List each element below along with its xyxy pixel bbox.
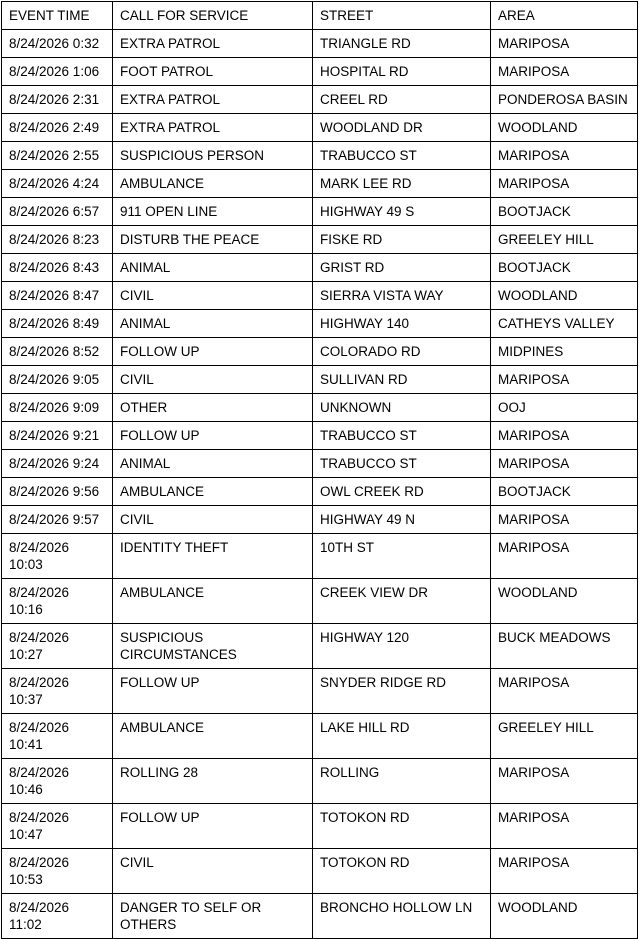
header-row — [2, 2, 638, 30]
area-cell: MARIPOSA — [491, 534, 638, 579]
call-for-service-cell: ANIMAL — [113, 254, 313, 282]
table-row — [2, 450, 638, 478]
area-cell: MARIPOSA — [491, 58, 638, 86]
event-time-cell: 8/24/2026 0:32 — [2, 30, 113, 58]
table-row — [2, 338, 638, 366]
call-for-service-cell: SUSPICIOUS PERSON — [113, 142, 313, 170]
event-time-cell: 8/24/2026 2:31 — [2, 86, 113, 114]
area-cell: BOOTJACK — [491, 198, 638, 226]
area-cell: MARIPOSA — [491, 366, 638, 394]
call-for-service-cell: SUSPICIOUS CIRCUMSTANCES — [113, 624, 313, 669]
street-cell: TRABUCCO ST — [313, 450, 491, 478]
table-row — [2, 310, 638, 338]
street-cell: LAKE HILL RD — [313, 714, 491, 759]
area-cell: MARIPOSA — [491, 450, 638, 478]
call-for-service-cell: FOLLOW UP — [113, 422, 313, 450]
call-for-service-cell: OTHER — [113, 394, 313, 422]
event-time-cell: 8/24/2026 10:47 — [2, 804, 113, 849]
street-cell: CREEK VIEW DR — [313, 579, 491, 624]
event-time-cell: 8/24/2026 9:21 — [2, 422, 113, 450]
event-time-cell: 8/24/2026 10:46 — [2, 759, 113, 804]
event-time-cell: 8/24/2026 8:49 — [2, 310, 113, 338]
call-for-service-cell: ANIMAL — [113, 310, 313, 338]
event-time-cell: 8/24/2026 10:03 — [2, 534, 113, 579]
area-cell: MIDPINES — [491, 338, 638, 366]
area-cell: MARIPOSA — [491, 759, 638, 804]
table-row — [2, 114, 638, 142]
table-row — [2, 759, 638, 804]
area-cell: MARIPOSA — [491, 804, 638, 849]
street-cell: HIGHWAY 49 S — [313, 198, 491, 226]
area-cell: MARIPOSA — [491, 30, 638, 58]
call-for-service-cell: EXTRA PATROL — [113, 86, 313, 114]
event-time-cell: 8/24/2026 11:02 — [2, 894, 113, 939]
call-for-service-cell: DANGER TO SELF OR OTHERS — [113, 894, 313, 939]
call-for-service-cell: AMBULANCE — [113, 478, 313, 506]
area-cell: WOODLAND — [491, 579, 638, 624]
table-row — [2, 86, 638, 114]
event-time-cell: 8/24/2026 9:56 — [2, 478, 113, 506]
event-time-cell: 8/24/2026 9:24 — [2, 450, 113, 478]
table-row — [2, 254, 638, 282]
table-row — [2, 142, 638, 170]
street-cell: SULLIVAN RD — [313, 366, 491, 394]
table-row — [2, 30, 638, 58]
event-time-cell: 8/24/2026 10:53 — [2, 849, 113, 894]
table-row — [2, 170, 638, 198]
event-time-cell: 8/24/2026 8:43 — [2, 254, 113, 282]
area-cell: CATHEYS VALLEY — [491, 310, 638, 338]
street-cell: 10TH ST — [313, 534, 491, 579]
street-cell: WOODLAND DR — [313, 114, 491, 142]
event-time-cell: 8/24/2026 8:23 — [2, 226, 113, 254]
header-call-for-service: CALL FOR SERVICE — [113, 2, 313, 30]
call-for-service-cell: EXTRA PATROL — [113, 30, 313, 58]
event-time-cell: 8/24/2026 8:47 — [2, 282, 113, 310]
table-row — [2, 714, 638, 759]
table-header — [2, 2, 638, 30]
area-cell: WOODLAND — [491, 282, 638, 310]
event-time-cell: 8/24/2026 9:57 — [2, 506, 113, 534]
area-cell: WOODLAND — [491, 894, 638, 939]
call-for-service-cell: ANIMAL — [113, 450, 313, 478]
call-for-service-cell: DISTURB THE PEACE — [113, 226, 313, 254]
street-cell: HIGHWAY 120 — [313, 624, 491, 669]
event-time-cell: 8/24/2026 10:27 — [2, 624, 113, 669]
area-cell: GREELEY HILL — [491, 714, 638, 759]
area-cell: WOODLAND — [491, 114, 638, 142]
call-for-service-cell: CIVIL — [113, 506, 313, 534]
event-time-cell: 8/24/2026 9:05 — [2, 366, 113, 394]
street-cell: BRONCHO HOLLOW LN — [313, 894, 491, 939]
table-row — [2, 894, 638, 939]
table-row — [2, 669, 638, 714]
street-cell: TOTOKON RD — [313, 849, 491, 894]
area-cell: BOOTJACK — [491, 254, 638, 282]
call-for-service-cell: CIVIL — [113, 282, 313, 310]
call-for-service-cell: FOLLOW UP — [113, 804, 313, 849]
call-for-service-cell: IDENTITY THEFT — [113, 534, 313, 579]
call-for-service-cell: FOLLOW UP — [113, 338, 313, 366]
event-time-cell: 8/24/2026 4:24 — [2, 170, 113, 198]
street-cell: HIGHWAY 140 — [313, 310, 491, 338]
call-for-service-cell: AMBULANCE — [113, 714, 313, 759]
area-cell: GREELEY HILL — [491, 226, 638, 254]
area-cell: MARIPOSA — [491, 849, 638, 894]
street-cell: TRABUCCO ST — [313, 422, 491, 450]
call-for-service-cell: CIVIL — [113, 849, 313, 894]
table-row — [2, 804, 638, 849]
table-row — [2, 282, 638, 310]
area-cell: MARIPOSA — [491, 422, 638, 450]
street-cell: SNYDER RIDGE RD — [313, 669, 491, 714]
table-row — [2, 478, 638, 506]
event-time-cell: 8/24/2026 10:16 — [2, 579, 113, 624]
call-for-service-cell: FOOT PATROL — [113, 58, 313, 86]
call-for-service-cell: 911 OPEN LINE — [113, 198, 313, 226]
table-row — [2, 198, 638, 226]
table-row — [2, 506, 638, 534]
area-cell: OOJ — [491, 394, 638, 422]
table-body — [2, 30, 638, 939]
area-cell: BOOTJACK — [491, 478, 638, 506]
call-log-table — [1, 1, 638, 939]
header-street: STREET — [313, 2, 491, 30]
call-for-service-cell: AMBULANCE — [113, 170, 313, 198]
table-row — [2, 624, 638, 669]
event-time-cell: 8/24/2026 9:09 — [2, 394, 113, 422]
event-time-cell: 8/24/2026 10:41 — [2, 714, 113, 759]
street-cell: OWL CREEK RD — [313, 478, 491, 506]
table-row — [2, 58, 638, 86]
table-row — [2, 534, 638, 579]
event-time-cell: 8/24/2026 10:37 — [2, 669, 113, 714]
area-cell: MARIPOSA — [491, 170, 638, 198]
table-row — [2, 226, 638, 254]
event-time-cell: 8/24/2026 2:49 — [2, 114, 113, 142]
street-cell: HIGHWAY 49 N — [313, 506, 491, 534]
street-cell: GRIST RD — [313, 254, 491, 282]
street-cell: TOTOKON RD — [313, 804, 491, 849]
street-cell: CREEL RD — [313, 86, 491, 114]
event-time-cell: 8/24/2026 1:06 — [2, 58, 113, 86]
call-for-service-cell: AMBULANCE — [113, 579, 313, 624]
table-row — [2, 422, 638, 450]
table-row — [2, 366, 638, 394]
area-cell: PONDEROSA BASIN — [491, 86, 638, 114]
call-for-service-cell: CIVIL — [113, 366, 313, 394]
event-time-cell: 8/24/2026 8:52 — [2, 338, 113, 366]
call-for-service-cell: EXTRA PATROL — [113, 114, 313, 142]
table-row — [2, 394, 638, 422]
street-cell: TRIANGLE RD — [313, 30, 491, 58]
street-cell: UNKNOWN — [313, 394, 491, 422]
call-for-service-cell: ROLLING 28 — [113, 759, 313, 804]
area-cell: MARIPOSA — [491, 506, 638, 534]
street-cell: COLORADO RD — [313, 338, 491, 366]
event-time-cell: 8/24/2026 2:55 — [2, 142, 113, 170]
street-cell: HOSPITAL RD — [313, 58, 491, 86]
header-event-time: EVENT TIME — [2, 2, 113, 30]
table-row — [2, 579, 638, 624]
header-area: AREA — [491, 2, 638, 30]
street-cell: SIERRA VISTA WAY — [313, 282, 491, 310]
area-cell: MARIPOSA — [491, 142, 638, 170]
area-cell: BUCK MEADOWS — [491, 624, 638, 669]
area-cell: MARIPOSA — [491, 669, 638, 714]
event-time-cell: 8/24/2026 6:57 — [2, 198, 113, 226]
street-cell: TRABUCCO ST — [313, 142, 491, 170]
street-cell: MARK LEE RD — [313, 170, 491, 198]
call-for-service-cell: FOLLOW UP — [113, 669, 313, 714]
street-cell: ROLLING — [313, 759, 491, 804]
table-row — [2, 849, 638, 894]
street-cell: FISKE RD — [313, 226, 491, 254]
